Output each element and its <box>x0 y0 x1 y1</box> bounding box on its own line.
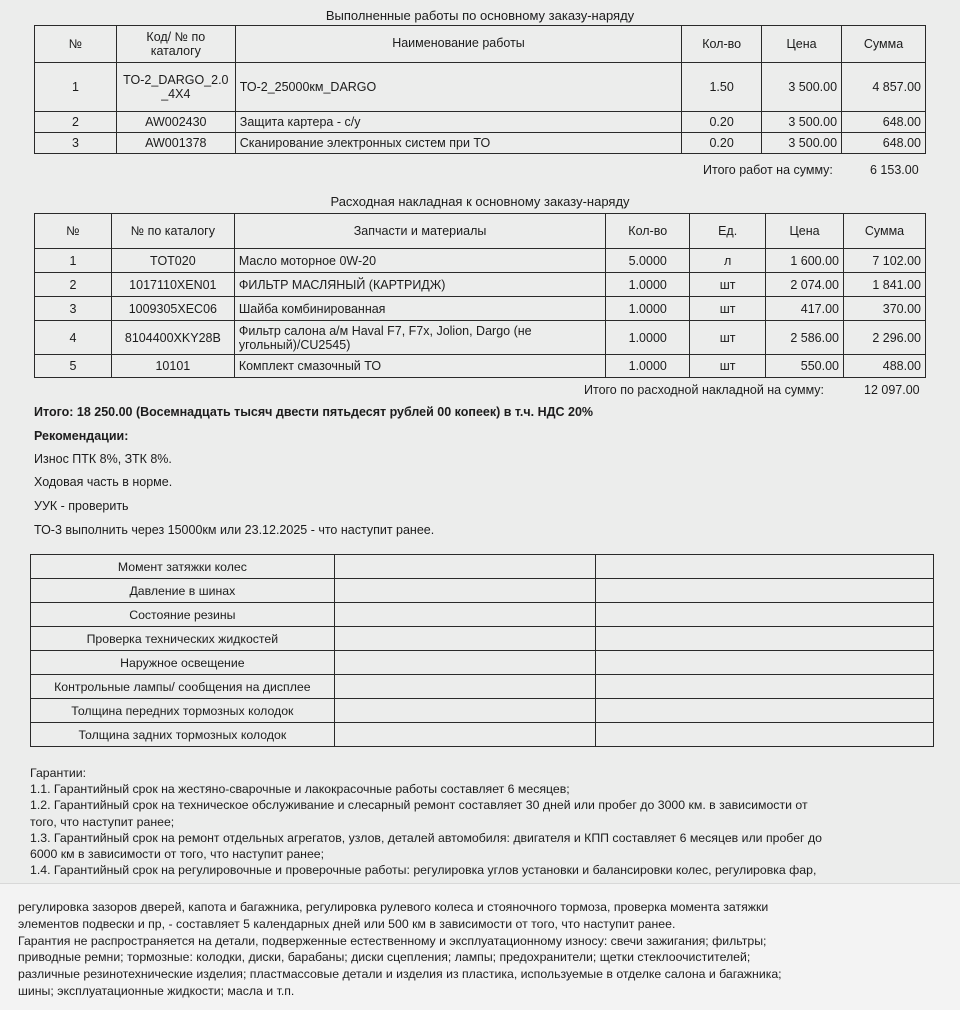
checklist-row <box>31 603 934 627</box>
checklist-value <box>334 579 596 603</box>
checklist-value <box>334 603 596 627</box>
table-row <box>35 249 926 273</box>
checklist-note <box>596 579 934 603</box>
guarantee-line: шины; эксплуатационные жидкости; масла и т.п. <box>18 983 295 998</box>
parts-cell-code: 1017110XEN01 <box>111 273 234 297</box>
guarantee-line: 1.1. Гарантийный срок на жестяно-сварочные и лакокрасочные работы составляет 6 месяцев; <box>30 782 570 797</box>
checklist-note <box>596 627 934 651</box>
parts-cell-sum: 1 841.00 <box>844 273 926 297</box>
checklist-value <box>334 699 596 723</box>
works-cell-n: 3 <box>35 133 117 154</box>
parts-total-value: 12 097.00 <box>864 383 920 397</box>
recommendation-line: УУК - проверить <box>34 499 129 513</box>
guarantee-line: приводные ремни; тормозные: колодки, диски, барабаны; диски сцепления; лампы; предохранители; щетки стеклоочистителей; <box>18 950 751 965</box>
checklist-label: Состояние резины <box>31 603 335 627</box>
recommendations-title: Рекомендации: <box>34 429 129 443</box>
parts-header-name: Запчасти и материалы <box>234 214 605 249</box>
works-cell-n: 1 <box>35 63 117 112</box>
checklist-label: Толщина передних тормозных колодок <box>31 699 335 723</box>
works-cell-name: Сканирование электронных систем при ТО <box>235 133 681 154</box>
table-row <box>35 321 926 355</box>
works-cell-sum: 648.00 <box>842 112 926 133</box>
works-header-row <box>35 26 926 63</box>
guarantee-line: 1.2. Гарантийный срок на техническое обслуживание и слесарный ремонт составляет 30 дней или пробег до 3000 км. в зависимости от <box>30 798 808 813</box>
checklist-note <box>596 651 934 675</box>
parts-cell-n: 2 <box>35 273 112 297</box>
guarantee-line: 1.4. Гарантийный срок на регулировочные и проверочные работы: регулировка углов установки и балансировки колес, регулировка фар, <box>30 863 817 878</box>
checklist-note <box>596 675 934 699</box>
parts-cell-price: 550.00 <box>766 355 844 378</box>
guarantee-line: того, что наступит ранее; <box>30 814 175 829</box>
guarantee-line: 1.3. Гарантийный срок на ремонт отдельных агрегатов, узлов, деталей автомобиля: двигателя и КПП составляет 6 месяцев или пробег до <box>30 830 822 845</box>
parts-cell-name: Масло моторное 0W-20 <box>234 249 605 273</box>
recommendation-line: Износ ПТК 8%, ЗТК 8%. <box>34 452 172 466</box>
checklist-row <box>31 627 934 651</box>
guarantee-line: 6000 км в зависимости от того, что наступит ранее; <box>30 847 325 862</box>
works-header-qty: Кол-во <box>682 26 762 63</box>
works-header-name: Наименование работы <box>235 26 681 63</box>
checklist-value <box>334 627 596 651</box>
works-cell-code: AW001378 <box>116 133 235 154</box>
works-cell-code: AW002430 <box>116 112 235 133</box>
checklist-row <box>31 555 934 579</box>
parts-header-qty: Кол-во <box>606 214 690 249</box>
parts-cell-code: 10101 <box>111 355 234 378</box>
guarantee-line: регулировка зазоров дверей, капота и багажника, регулировка рулевого колеса и стояночного тормоза, проверка момента затяжки <box>18 900 769 914</box>
works-cell-n: 2 <box>35 112 117 133</box>
works-cell-qty: 1.50 <box>682 63 762 112</box>
works-cell-code: TO-2_DARGO_2.0_4X4 <box>116 63 235 112</box>
recommendation-line: ТО-3 выполнить через 15000км или 23.12.2025 - что наступит ранее. <box>34 523 435 537</box>
parts-header-code: № по каталогу <box>111 214 234 249</box>
parts-cell-qty: 1.0000 <box>606 355 690 378</box>
checklist-value <box>334 675 596 699</box>
guarantee-line: Гарантии: <box>30 766 87 780</box>
parts-cell-sum: 370.00 <box>844 297 926 321</box>
works-cell-price: 3 500.00 <box>762 63 842 112</box>
works-table <box>34 25 926 154</box>
parts-cell-price: 2 586.00 <box>766 321 844 355</box>
checklist-row <box>31 699 934 723</box>
checklist-row <box>31 651 934 675</box>
parts-table <box>34 213 926 378</box>
works-cell-sum: 648.00 <box>842 133 926 154</box>
parts-cell-name: Фильтр салона а/м Haval F7, F7x, Jolion, Dargo (не угольный)/CU2545) <box>234 321 605 355</box>
guarantees-continuation <box>18 899 938 1000</box>
parts-header-unit: Ед. <box>690 214 766 249</box>
parts-cell-code: 8104400XKY28B <box>111 321 234 355</box>
parts-header-price: Цена <box>766 214 844 249</box>
checklist-note <box>596 555 934 579</box>
guarantees-block <box>30 765 930 878</box>
parts-cell-n: 3 <box>35 297 112 321</box>
parts-cell-sum: 488.00 <box>844 355 926 378</box>
parts-cell-name: Шайба комбинированная <box>234 297 605 321</box>
works-title: Выполненные работы по основному заказу-наряду <box>325 8 635 23</box>
works-cell-qty: 0.20 <box>682 112 762 133</box>
checklist-value <box>334 651 596 675</box>
table-row <box>35 63 926 112</box>
checklist-value <box>334 723 596 747</box>
checklist-row <box>31 723 934 747</box>
checklist-row <box>31 675 934 699</box>
parts-cell-sum: 2 296.00 <box>844 321 926 355</box>
checklist-table <box>30 554 934 747</box>
parts-cell-price: 1 600.00 <box>766 249 844 273</box>
table-row <box>35 355 926 378</box>
table-row <box>35 112 926 133</box>
works-cell-sum: 4 857.00 <box>842 63 926 112</box>
parts-cell-unit: шт <box>690 273 766 297</box>
parts-header-n: № <box>35 214 112 249</box>
works-total-value: 6 153.00 <box>870 163 919 177</box>
checklist-label: Момент затяжки колес <box>31 555 335 579</box>
guarantee-line: различные резинотехнические изделия; пластмассовые детали и изделия из пластика, используемые в отделке салона и багажника; <box>18 967 782 982</box>
parts-cell-qty: 5.0000 <box>606 249 690 273</box>
table-row <box>35 273 926 297</box>
checklist-label: Наружное освещение <box>31 651 335 675</box>
parts-cell-unit: л <box>690 249 766 273</box>
checklist-value <box>334 555 596 579</box>
grand-total: Итого: 18 250.00 (Восемнадцать тысяч двести пятьдесят рублей 00 копеек) в т.ч. НДС 20% <box>34 405 594 419</box>
checklist-label: Контрольные лампы/ сообщения на дисплее <box>31 675 335 699</box>
parts-cell-sum: 7 102.00 <box>844 249 926 273</box>
works-cell-name: Защита картера - с/у <box>235 112 681 133</box>
parts-header-sum: Сумма <box>844 214 926 249</box>
works-cell-price: 3 500.00 <box>762 133 842 154</box>
checklist-label: Толщина задних тормозных колодок <box>31 723 335 747</box>
parts-cell-price: 2 074.00 <box>766 273 844 297</box>
checklist-row <box>31 579 934 603</box>
guarantee-line: Гарантия не распространяется на детали, подверженные естественному и эксплуатационному износу: свечи зажигания; фильтры; <box>18 933 767 948</box>
parts-header-row <box>35 214 926 249</box>
parts-cell-qty: 1.0000 <box>606 297 690 321</box>
checklist-note <box>596 699 934 723</box>
parts-cell-unit: шт <box>690 321 766 355</box>
parts-title: Расходная накладная к основному заказу-наряду <box>330 194 630 209</box>
table-row <box>35 297 926 321</box>
parts-cell-name: ФИЛЬТР МАСЛЯНЫЙ (КАРТРИДЖ) <box>234 273 605 297</box>
checklist-label: Давление в шинах <box>31 579 335 603</box>
checklist-note <box>596 723 934 747</box>
parts-cell-unit: шт <box>690 355 766 378</box>
recommendation-line: Ходовая часть в норме. <box>34 475 173 489</box>
table-row <box>35 133 926 154</box>
parts-cell-code: TOT020 <box>111 249 234 273</box>
works-header-code: Код/ № по каталогу <box>116 26 235 63</box>
parts-cell-code: 1009305XEC06 <box>111 297 234 321</box>
works-cell-price: 3 500.00 <box>762 112 842 133</box>
parts-cell-qty: 1.0000 <box>606 321 690 355</box>
parts-total-label: Итого по расходной накладной на сумму: <box>584 383 825 397</box>
parts-cell-qty: 1.0000 <box>606 273 690 297</box>
checklist-note <box>596 603 934 627</box>
checklist-label: Проверка технических жидкостей <box>31 627 335 651</box>
parts-cell-unit: шт <box>690 297 766 321</box>
parts-cell-n: 5 <box>35 355 112 378</box>
works-header-price: Цена <box>762 26 842 63</box>
parts-cell-name: Комплект смазочный ТО <box>234 355 605 378</box>
works-cell-name: ТО-2_25000км_DARGO <box>235 63 681 112</box>
works-cell-qty: 0.20 <box>682 133 762 154</box>
parts-cell-n: 1 <box>35 249 112 273</box>
works-header-n: № <box>35 26 117 63</box>
guarantee-line: элементов подвески и пр, - составляет 5 календарных дней или 500 км в зависимости от того, что наступит ранее. <box>18 916 676 931</box>
parts-cell-n: 4 <box>35 321 112 355</box>
works-header-sum: Сумма <box>842 26 926 63</box>
parts-cell-price: 417.00 <box>766 297 844 321</box>
works-total-label: Итого работ на сумму: <box>703 163 833 177</box>
